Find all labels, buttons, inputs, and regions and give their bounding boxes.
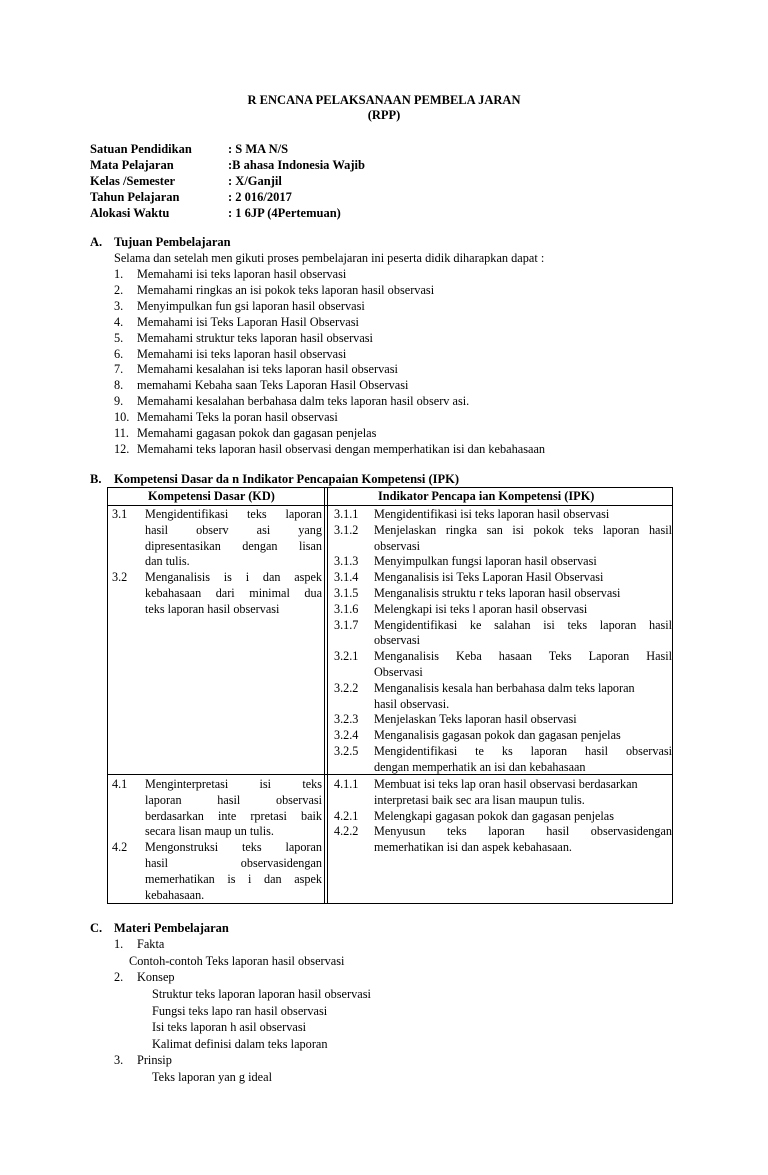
item-text-line: Mengidentifikasi isi teks laporan hasil observasi [374, 507, 610, 521]
goal-text: Memahami ringkas an isi pokok teks laporan hasil observasi [137, 282, 435, 297]
goal-item [114, 314, 359, 330]
item-text [374, 570, 672, 586]
bullet-item [128, 986, 371, 1002]
materi-prinsip [114, 1052, 172, 1068]
document-title: R ENCANA PELAKSANAAN PEMBELA JARAN [247, 93, 521, 107]
item-number: 3.2.5 [334, 744, 359, 758]
list-number: 6. [114, 346, 124, 361]
item-text [374, 649, 672, 681]
col-header-ipk: Indikator Pencapa ian Kompetensi (IPK) [378, 489, 595, 503]
goal-item [114, 425, 376, 441]
bullet-text: Struktur teks laporan laporan hasil observasi [152, 987, 371, 1001]
col-header-kd: Kompetensi Dasar (KD) [148, 489, 275, 503]
goal-item [114, 377, 408, 393]
item-text-line: Menjelaskan Teks laporan hasil observasi [374, 712, 577, 727]
item-text [145, 570, 322, 617]
section-a-letter: A. [90, 235, 103, 249]
item-text-line: Menganalisis struktu r teks laporan hasil observasi [374, 586, 621, 600]
list-number: 7. [114, 362, 124, 377]
item-text-line: memerhatikan isi dan aspek kebahasaan. [374, 840, 572, 855]
section-c-title: Materi Pembelajaran [114, 921, 229, 935]
item-text-line: Mengidentifikasi teks laporan [145, 507, 322, 521]
goal-item [114, 298, 365, 314]
goal-item [114, 282, 434, 298]
item-text-line: dan tulis. [145, 554, 190, 569]
item-number: 3.2.2 [334, 680, 359, 695]
section-b-title: Kompetensi Dasar da n Indikator Pencapaian Kompetensi (IPK) [114, 472, 460, 486]
table-divider [327, 488, 328, 903]
item-text-line: Mengidentifikasi te ks laporan hasil observasi [374, 744, 672, 758]
item-number: 3.2 [112, 570, 128, 585]
bullet-item [128, 1069, 272, 1085]
item-text-line: Observasi [374, 664, 423, 679]
materi-label: Konsep [137, 970, 175, 984]
list-number: 8. [114, 378, 124, 393]
item-text [374, 697, 672, 713]
goal-text: Menyimpulkan fun gsi laporan hasil observasi [137, 298, 365, 313]
item-text [374, 809, 672, 825]
item-number: 4.2.1 [334, 808, 359, 823]
item-number: 4.1 [112, 777, 128, 791]
identity-label: Alokasi Waktu [90, 206, 170, 220]
bullet-text: Kalimat definisi dalam teks laporan [152, 1036, 328, 1051]
materi-konsep [114, 969, 175, 985]
item-text-line: berdasarkan inte rpretasi baik [145, 808, 322, 823]
identity-label: Tahun Pelajaran [90, 190, 180, 204]
item-text [145, 777, 322, 840]
item-number: 3.1.4 [334, 570, 359, 585]
goal-item [114, 330, 373, 346]
table-header-rule [108, 505, 672, 506]
item-number: 4.2 [112, 840, 128, 855]
section-b-heading [90, 471, 459, 487]
item-text [374, 523, 672, 555]
materi-fakta-text: Contoh-contoh Teks laporan hasil observasi [129, 954, 345, 968]
item-text-line: secara lisan maup un tulis. [145, 824, 274, 839]
identity-value: :B ahasa Indonesia Wajib [228, 158, 365, 172]
table-divider [324, 488, 325, 903]
goal-item [114, 441, 545, 457]
item-text-line: Menganalisis isi Teks Laporan Hasil Observasi [374, 570, 604, 585]
goal-text: Memahami kesalahan berbahasa dalm teks laporan hasil observ asi. [137, 394, 470, 409]
identity-value: : 2 016/2017 [228, 190, 292, 204]
goal-text: memahami Kebaha saan Teks Laporan Hasil Observasi [137, 378, 409, 393]
goal-text: Memahami Teks la poran hasil observasi [137, 410, 338, 425]
goal-item [114, 393, 469, 409]
goal-text: Memahami isi teks laporan hasil observasi [137, 346, 347, 361]
item-text [374, 618, 672, 650]
item-number: 3.2.4 [334, 728, 359, 743]
item-text-line: observasi [374, 633, 421, 648]
goal-text: Memahami kesalahan isi teks laporan hasil observasi [137, 362, 398, 377]
section-b-letter: B. [90, 472, 102, 486]
list-number: 12. [114, 441, 130, 456]
section-c-letter: C. [90, 921, 103, 935]
item-text-line: Menginterpretasi isi teks [145, 777, 322, 791]
item-text-line: Menganalisis gagasan pokok dan gagasan penjelas [374, 728, 621, 743]
item-text [374, 681, 672, 697]
section-a-title: Tujuan Pembelajaran [114, 235, 231, 249]
item-text-line: observasi [374, 538, 421, 553]
item-number: 3.2.1 [334, 649, 359, 664]
item-text-line: laporan hasil observasi [145, 792, 322, 807]
item-text [145, 507, 322, 570]
goal-item [114, 346, 346, 362]
item-text-line: Membuat isi teks lap oran hasil observasi berdasarkan [374, 777, 638, 791]
item-text-line: Menganalisis is i dan aspek [145, 570, 322, 585]
item-text-line: Mengidentifikasi ke salahan isi teks laporan hasil [374, 617, 672, 632]
bullet-text: Teks laporan yan g ideal [152, 1070, 273, 1084]
item-text-line: Melengkapi isi teks l aporan hasil observasi [374, 601, 588, 616]
item-text [374, 712, 672, 728]
item-text-line: Menganalisis Keba hasaan Teks Laporan Hasil [374, 649, 672, 664]
goal-text: Memahami struktur teks laporan hasil observasi [137, 330, 373, 345]
list-number: 10. [114, 410, 130, 425]
item-text [374, 728, 672, 744]
item-text-line: teks laporan hasil observasi [145, 601, 280, 616]
item-text-line: kebahasaan. [145, 887, 205, 902]
item-number: 3.1.2 [334, 522, 359, 537]
list-number: 11. [114, 426, 129, 440]
list-number: 2. [114, 282, 124, 297]
goal-text: Memahami isi Teks Laporan Hasil Observasi [137, 314, 359, 329]
document-subtitle: (RPP) [367, 108, 401, 122]
bullet-item [128, 1036, 328, 1052]
goal-item [114, 409, 338, 425]
item-text-line: dengan memperhatik an isi dan kebahasaan [374, 759, 586, 774]
item-text [374, 824, 672, 856]
item-text [374, 554, 672, 570]
item-text-line: Melengkapi gagasan pokok dan gagasan penjelas [374, 808, 614, 823]
item-text [374, 777, 672, 793]
list-number: 2. [114, 970, 124, 984]
item-text-line: hasil observ asi yang [145, 522, 322, 537]
item-text-line: Menganalisis kesala han berbahasa dalm teks laporan [374, 680, 635, 695]
item-text [374, 602, 672, 618]
materi-label: Fakta [137, 937, 165, 951]
item-text-line: dipresentasikan dengan lisan [145, 538, 322, 553]
item-number: 4.2.2 [334, 824, 359, 839]
identity-value: : 1 6JP (4Pertemuan) [228, 206, 341, 220]
item-text [374, 744, 672, 776]
item-text-line: kebahasaan dari minimal dua [145, 585, 322, 600]
goal-text: Memahami isi teks laporan hasil observasi [137, 267, 347, 281]
item-text [145, 840, 322, 903]
identity-label: Satuan Pendidikan [90, 142, 192, 156]
identity-label: Mata Pelajaran [90, 158, 174, 172]
section-a-heading [90, 234, 231, 250]
bullet-text: Fungsi teks lapo ran hasil observasi [152, 1003, 328, 1018]
item-number: 3.1.1 [334, 507, 359, 521]
item-number: 3.2.3 [334, 712, 359, 727]
list-number: 1. [114, 267, 124, 281]
item-number: 3.1.7 [334, 617, 359, 632]
goal-text: Memahami gagasan pokok dan gagasan penjelas [137, 426, 377, 440]
bullet-item [128, 1003, 327, 1019]
goal-item [114, 266, 346, 282]
item-text-line: hasil observasi. [374, 696, 450, 711]
identity-value: : X/Ganjil [228, 174, 282, 188]
item-number: 3.1.3 [334, 554, 359, 569]
identity-value: : S MA N/S [228, 142, 289, 156]
item-text-line: Menjelaskan ringka san isi pokok teks laporan hasil [374, 522, 672, 537]
item-text-line: Menyimpulkan fungsi laporan hasil observasi [374, 554, 597, 569]
list-number: 3. [114, 1053, 124, 1067]
materi-label: Prinsip [137, 1053, 172, 1067]
bullet-item [128, 1019, 306, 1035]
item-text-line: memerhatikan is i dan aspek [145, 871, 322, 886]
item-text-line: interpretasi baik sec ara lisan maupun tulis. [374, 792, 585, 807]
item-text-line: hasil observasidengan [145, 855, 322, 870]
bullet-text: Isi teks laporan h asil observasi [152, 1020, 307, 1034]
item-text [374, 586, 672, 602]
section-a-intro: Selama dan setelah men gikuti proses pembelajaran ini peserta didik diharapkan dapat : [114, 251, 545, 265]
item-number: 3.1.6 [334, 601, 359, 616]
item-text [374, 507, 672, 523]
list-number: 5. [114, 330, 124, 345]
list-number: 4. [114, 314, 124, 329]
item-text-line: Menyusun teks laporan hasil observasidengan [374, 824, 672, 839]
list-number: 3. [114, 298, 124, 313]
identity-label: Kelas /Semester [90, 174, 176, 188]
competency-table [107, 487, 673, 904]
goal-text: Memahami teks laporan hasil observasi dengan memperhatikan isi dan kebahasaan [137, 441, 546, 456]
item-text [374, 793, 672, 809]
list-number: 1. [114, 937, 124, 951]
list-number: 9. [114, 394, 124, 409]
item-number: 3.1.5 [334, 586, 359, 600]
item-number: 4.1.1 [334, 777, 359, 791]
materi-fakta [114, 936, 164, 952]
section-c-heading [90, 920, 229, 936]
item-text-line: Mengonstruksi teks laporan [145, 840, 322, 855]
goal-item [114, 361, 398, 377]
item-number: 3.1 [112, 507, 128, 521]
